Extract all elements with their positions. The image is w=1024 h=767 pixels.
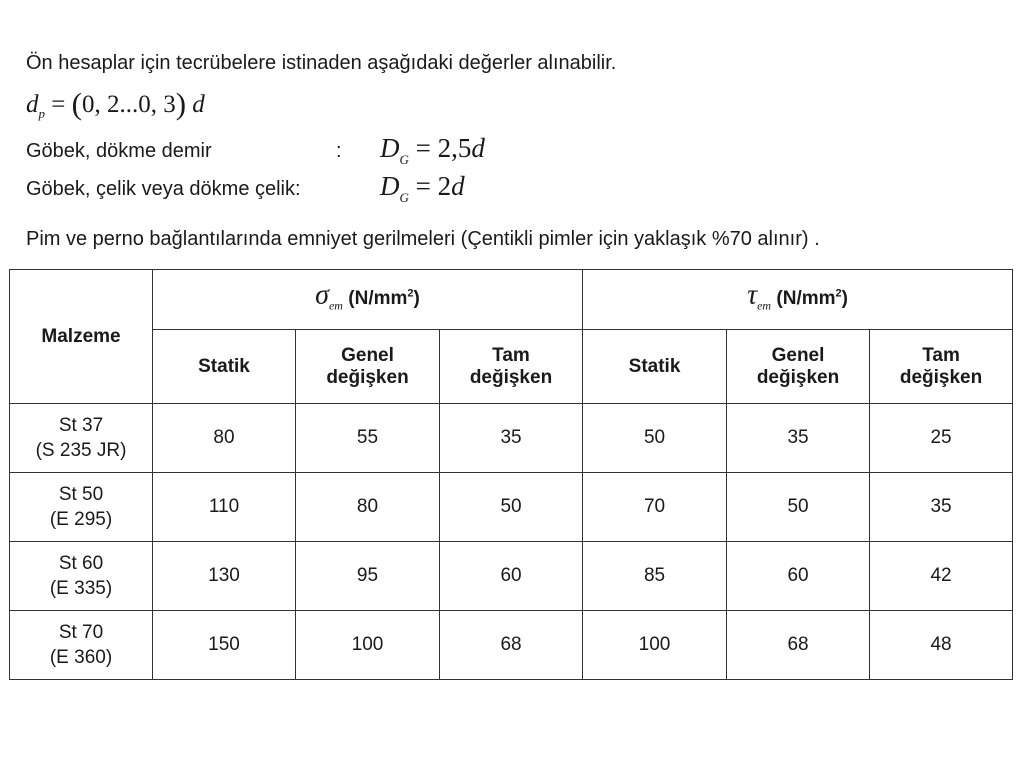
value-cell: 68 [727, 611, 870, 680]
header-sigma [153, 270, 583, 330]
table-row [10, 611, 1013, 680]
value-cell: 35 [727, 404, 870, 473]
pim-perno-text: Pim ve perno bağlantılarında emniyet gerilmeleri (Çentikli pimler için yaklaşık %70 alınır) . [26, 228, 820, 250]
gobek-dokme-colon: : [336, 140, 342, 162]
value-cell: 100 [296, 611, 440, 680]
value-cell: 80 [296, 473, 440, 542]
value-cell: 42 [870, 542, 1013, 611]
dp-open-paren: ( [71, 86, 82, 121]
header-material: Malzeme [10, 270, 153, 404]
material-cell: St 70 (E 360) [10, 611, 153, 680]
value-cell: 25 [870, 404, 1013, 473]
subheader-tam: Tam değişken [440, 330, 583, 404]
value-cell: 60 [727, 542, 870, 611]
value-cell: 150 [153, 611, 296, 680]
subheader-genel: Genel değişken [296, 330, 440, 404]
dp-eq: = [45, 91, 72, 118]
value-cell: 100 [583, 611, 727, 680]
value-cell: 68 [440, 611, 583, 680]
dp-sub: p [38, 106, 45, 121]
value-cell: 35 [870, 473, 1013, 542]
value-cell: 48 [870, 611, 1013, 680]
value-cell: 80 [153, 404, 296, 473]
value-cell: 70 [583, 473, 727, 542]
value-cell: 60 [440, 542, 583, 611]
header-tau [583, 270, 1013, 330]
gobek-dokme-label: Göbek, dökme demir [26, 140, 212, 162]
material-cell: St 50 (E 295) [10, 473, 153, 542]
value-cell: 110 [153, 473, 296, 542]
dp-inner: 0, 2...0, 3 [81, 91, 176, 118]
subheader-statik: Statik [583, 330, 727, 404]
gobek-celik-formula: $D_G = 2d$ [380, 171, 465, 205]
formula-dp [26, 86, 205, 122]
gobek-dokme-formula: $D_G = 2,5d$ [380, 133, 485, 167]
intro-text: Ön hesaplar için tecrübelere istinaden aşağıdaki değerler alınabilir. [26, 52, 617, 74]
sigma-sub: em [328, 298, 343, 313]
material-cell: St 60 (E 335) [10, 542, 153, 611]
dp-var: d [26, 91, 39, 118]
table-row [10, 473, 1013, 542]
sigma-symbol: σ [315, 279, 329, 311]
value-cell: 35 [440, 404, 583, 473]
value-cell: 130 [153, 542, 296, 611]
subheader-genel: Genel değişken [727, 330, 870, 404]
value-cell: 85 [583, 542, 727, 611]
value-cell: 95 [296, 542, 440, 611]
value-cell: 55 [296, 404, 440, 473]
subheader-tam: Tam değişken [870, 330, 1013, 404]
subheader-statik: Statik [153, 330, 296, 404]
value-cell: 50 [440, 473, 583, 542]
gobek-celik-label: Göbek, çelik veya dökme çelik: [26, 178, 301, 200]
table-row [10, 404, 1013, 473]
tau-sub: em [757, 298, 772, 313]
stress-table [9, 269, 1013, 680]
dp-close-paren: ) [175, 86, 187, 121]
tau-symbol: τ [747, 279, 758, 311]
value-cell: 50 [583, 404, 727, 473]
value-cell: 50 [727, 473, 870, 542]
sigma-unit: $(N/mm^2)$ [348, 287, 420, 309]
tau-unit: $(N/mm^2)$ [776, 287, 848, 309]
material-cell: St 37 (S 235 JR) [10, 404, 153, 473]
table-row [10, 542, 1013, 611]
dp-rhs: d [186, 91, 205, 118]
